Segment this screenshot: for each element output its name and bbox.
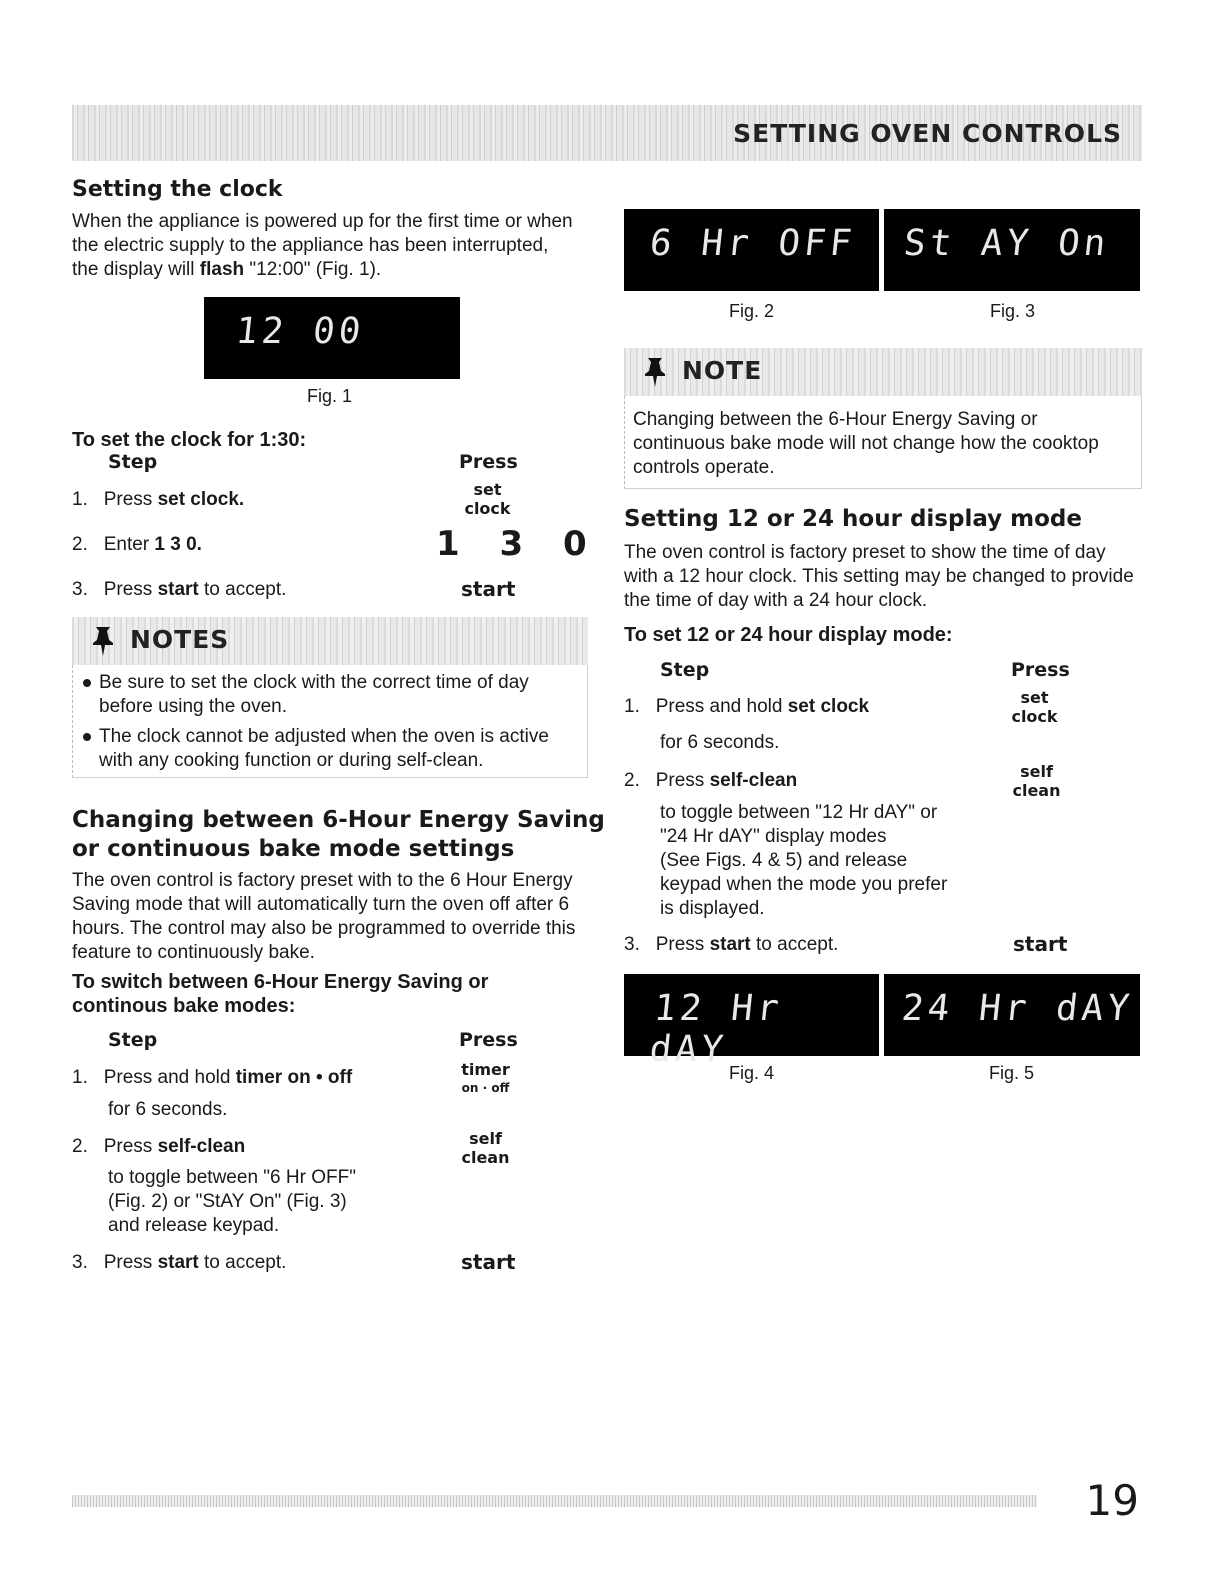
display-mode-press-header: Press (1011, 659, 1070, 681)
energy-step-2-sub (108, 1166, 356, 1238)
note-item (73, 671, 568, 719)
step-text: Press and hold (103, 1067, 236, 1088)
step-sub-line: "24 Hr dAY" display modes (660, 826, 887, 847)
fig1-caption: Fig. 1 (307, 386, 353, 406)
step-sub-line: to toggle between "12 Hr dAY" or (660, 802, 938, 823)
step-bold: start (709, 934, 751, 955)
start-key: start (461, 1250, 516, 1274)
set-clock-key (460, 480, 515, 518)
energy-subheading-line: To switch between 6-Hour Energy Saving or (72, 971, 489, 993)
fig1-lcd-text: 12 00 (233, 311, 367, 352)
energy-press-header: Press (459, 1029, 518, 1051)
energy-heading-line: Changing between 6-Hour Energy Saving (72, 807, 605, 833)
display-mode-step-header: Step (660, 659, 710, 681)
note-box (624, 348, 1142, 489)
note-item-text: The clock cannot be adjusted when the oven is active with any cooking function or during self-clean. (99, 726, 549, 771)
self-clean-key (458, 1129, 513, 1167)
key-line: timer (461, 1060, 510, 1079)
step-number: 2. (624, 770, 640, 791)
clock-subheading: To set the clock for 1:30: (72, 429, 307, 451)
fig2-caption: Fig. 2 (729, 301, 775, 321)
set-clock-key (1007, 688, 1062, 726)
clock-heading: Setting the clock (72, 177, 283, 202)
display-mode-step-3 (624, 933, 838, 957)
step-text: Press (655, 770, 710, 791)
energy-step-2 (72, 1135, 245, 1159)
fig5-display (884, 974, 1140, 1056)
step-bold: start (157, 579, 199, 600)
fig5-lcd-text: 24 Hr dAY (899, 988, 1136, 1029)
step-number: 1. (72, 1067, 88, 1088)
key-line: set (1020, 688, 1049, 707)
clock-step-header: Step (108, 451, 158, 473)
step-sub-line: and release keypad. (108, 1215, 280, 1236)
note-body (624, 396, 1142, 489)
fig4-caption: Fig. 4 (729, 1063, 775, 1083)
fig3-lcd-text: St AY On (901, 223, 1112, 264)
energy-step-1-sub: for 6 seconds. (108, 1099, 228, 1120)
pushpin-icon (642, 356, 668, 388)
energy-subheading-line: continous bake modes: (72, 995, 296, 1017)
section-header-bar (72, 105, 1142, 161)
clock-intro-text-end: "12:00" (Fig. 1). (244, 259, 382, 280)
display-mode-step-2-sub (660, 801, 947, 921)
note-item-text: Be sure to set the clock with the correct time of day before using the oven. (99, 672, 529, 717)
fig2-display (624, 209, 879, 291)
clock-intro (72, 210, 577, 282)
fig3-caption: Fig. 3 (990, 301, 1036, 321)
step-sub-line: (Fig. 2) or "StAY On" (Fig. 3) (108, 1191, 347, 1212)
notes-body (72, 665, 588, 778)
step-sub-line: to toggle between "6 Hr OFF" (108, 1167, 356, 1188)
step-text: Press (103, 579, 158, 600)
fig2-lcd-text: 6 Hr OFF (647, 223, 858, 264)
note-header (624, 348, 1142, 396)
energy-step-1 (72, 1066, 352, 1090)
notes-title: NOTES (130, 625, 230, 654)
fig1-display (204, 297, 460, 379)
display-mode-body: The oven control is factory preset to show the time of day with a 12 hour clock. This setting may be changed to provide the time of day with a 24 hour clock. (624, 542, 1134, 611)
note-text: Changing between the 6-Hour Energy Saving or continuous bake mode will not change how the cooktop controls operate. (633, 409, 1099, 478)
display-mode-heading: Setting 12 or 24 hour display mode (624, 506, 1082, 532)
step-number: 3. (624, 934, 640, 955)
step-number: 3. (72, 1252, 88, 1273)
display-mode-step-1-sub: for 6 seconds. (660, 732, 780, 753)
step-bold: 1 3 0. (154, 534, 202, 555)
step-bold: set clock (787, 696, 870, 717)
energy-heading-line: or continuous bake mode settings (72, 836, 515, 862)
step-bold: start (157, 1252, 199, 1273)
key-line: on · off (461, 1081, 510, 1095)
key-line: set (473, 480, 502, 499)
step-sub-line: (See Figs. 4 & 5) and release (660, 850, 908, 871)
step-text: Press (655, 934, 710, 955)
display-mode-step-1 (624, 695, 869, 719)
step-sub-line: keypad when the mode you prefer (660, 874, 948, 895)
energy-step-3 (72, 1251, 286, 1275)
step-sub-line: is displayed. (660, 898, 765, 919)
timer-on-off-key (458, 1060, 513, 1098)
step-text: Press and hold (655, 696, 788, 717)
step-bold: timer on • off (235, 1067, 353, 1088)
step-text-end: to accept. (750, 934, 839, 955)
key-line: clock (464, 499, 511, 518)
energy-step-header: Step (108, 1029, 158, 1051)
clock-step-2 (72, 533, 202, 557)
step-text: Press (103, 1252, 158, 1273)
key-line: self (469, 1129, 502, 1148)
step-bold: self-clean (157, 1136, 246, 1157)
display-mode-step-2 (624, 769, 797, 793)
fig4-display (624, 974, 879, 1070)
step-bold: self-clean (709, 770, 798, 791)
section-title: SETTING OVEN CONTROLS (733, 119, 1122, 148)
fig5-caption: Fig. 5 (989, 1063, 1035, 1083)
step-number: 1. (624, 696, 640, 717)
display-mode-subheading: To set 12 or 24 hour display mode: (624, 624, 953, 646)
start-key: start (461, 577, 516, 601)
bullet-icon (83, 679, 91, 687)
notes-header (72, 617, 588, 665)
step-number: 1. (72, 489, 88, 510)
fig3-display (884, 209, 1140, 291)
clock-step-1 (72, 488, 244, 512)
number-keys-130: 1 3 0 (436, 524, 601, 564)
step-number: 2. (72, 1136, 88, 1157)
energy-heading (72, 806, 605, 864)
step-text-end: to accept. (198, 1252, 287, 1273)
step-text: Press (103, 1136, 158, 1157)
footer-bar (72, 1495, 1037, 1507)
key-line: clean (461, 1148, 510, 1167)
pushpin-icon (90, 625, 116, 657)
note-title: NOTE (682, 356, 763, 385)
key-line: self (1020, 762, 1053, 781)
step-text: Enter (103, 534, 155, 555)
page-number: 19 (1085, 1476, 1139, 1525)
clock-intro-bold: flash (199, 259, 245, 280)
self-clean-key (1009, 762, 1064, 800)
step-number: 2. (72, 534, 88, 555)
start-key: start (1013, 932, 1068, 956)
clock-step-3 (72, 578, 286, 602)
step-number: 3. (72, 579, 88, 600)
step-text-end: to accept. (198, 579, 287, 600)
note-item (73, 725, 568, 773)
energy-subheading (72, 970, 488, 1018)
clock-intro-text: When the appliance is powered up for the first time or when the electric supply to the appliance has been interrupted, the display will (72, 211, 573, 280)
clock-press-header: Press (459, 451, 518, 473)
key-line: clean (1012, 781, 1061, 800)
fig4-lcd-text: 12 Hr dAY (647, 988, 785, 1070)
key-line: clock (1011, 707, 1058, 726)
notes-box (72, 617, 588, 778)
step-bold: set clock. (157, 489, 245, 510)
step-text: Press (103, 489, 158, 510)
energy-body: The oven control is factory preset with to the 6 Hour Energy Saving mode that will automatically turn the oven off after 6 hours. The control may also be programmed to override this feature to continuously bake. (72, 870, 576, 963)
bullet-icon (83, 733, 91, 741)
